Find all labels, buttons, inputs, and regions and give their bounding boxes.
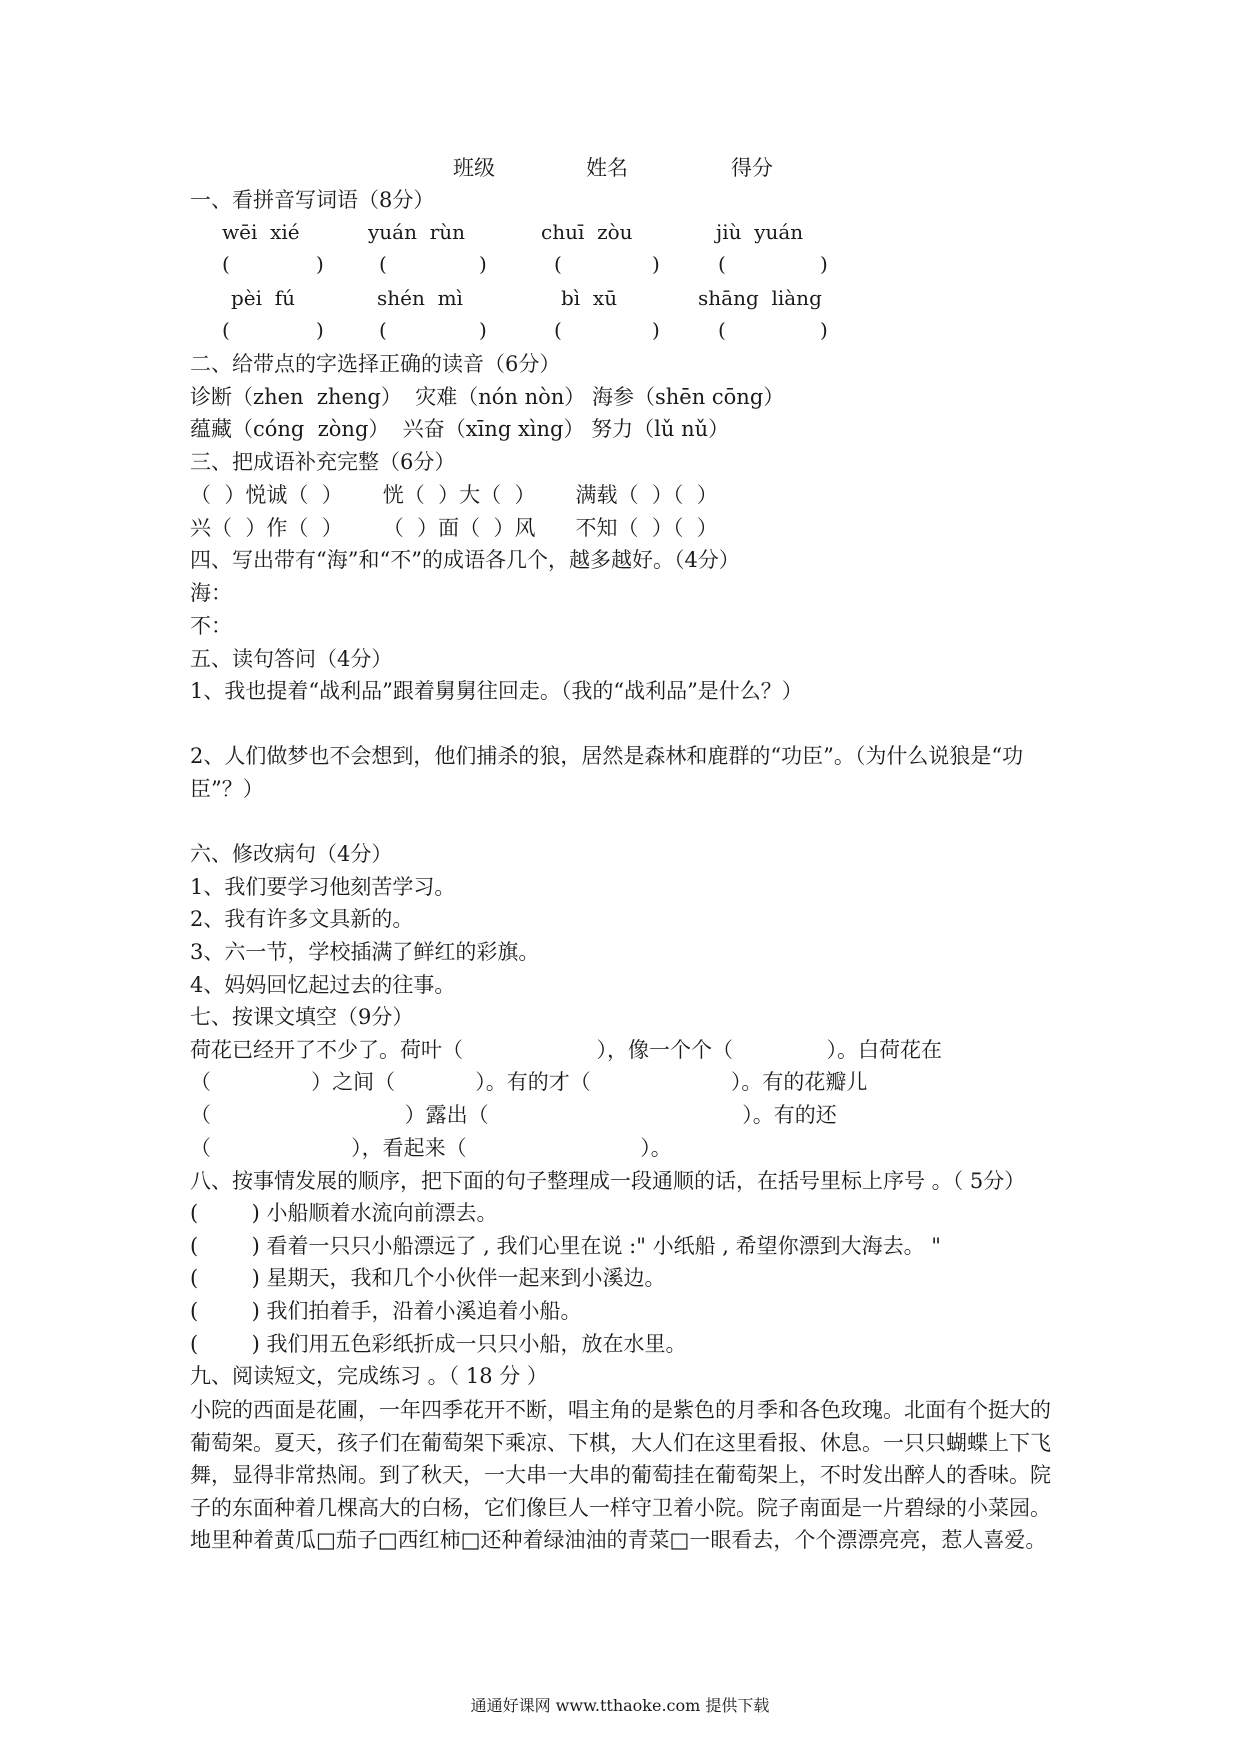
- pinyin-word: pèi fú: [231, 286, 296, 310]
- order-item: ( ) 看着一只只小船漂远了 , 我们心里在说 :" 小纸船 , 希望你漂到大海去。 ": [190, 1234, 941, 1258]
- fill-blank-line: （ ），看起来（ ）。: [190, 1136, 672, 1160]
- fill-blank-line: 荷花已经开了不少了。荷叶（ ），像一个个（ ）。白荷花在: [190, 1038, 942, 1062]
- section-9-title: 九、阅读短文，完成练习 。（ 18 分 ）: [190, 1364, 548, 1388]
- pinyin-word: shén mì: [377, 286, 463, 310]
- pinyin-word: chuī zòu: [541, 220, 633, 244]
- open-bracket: (: [222, 318, 230, 342]
- order-item: ( ) 我们拍着手，沿着小溪追着小船。: [190, 1299, 582, 1323]
- section-8-title: 八、按事情发展的顺序，把下面的句子整理成一段通顺的话，在括号里标上序号 。（ 5分）: [190, 1169, 1026, 1193]
- order-item: ( ) 星期天，我和几个小伙伴一起来到小溪边。: [190, 1266, 666, 1290]
- section-2-title: 二、给带点的字选择正确的读音（6分）: [190, 352, 561, 376]
- close-bracket: ): [316, 318, 324, 342]
- pinyin-word: bì xū: [561, 286, 618, 310]
- sentence-item: 1、我们要学习他刻苦学习。: [190, 875, 456, 899]
- open-bracket: (: [554, 318, 562, 342]
- open-bracket: (: [222, 252, 230, 276]
- pinyin-word: jiù yuán: [716, 220, 804, 244]
- fill-blank-line: （ ）露出（ ）。有的还: [190, 1103, 837, 1127]
- class-label: 班级: [453, 156, 495, 180]
- close-bracket: ): [316, 252, 324, 276]
- pinyin-word: yuán rùn: [368, 220, 466, 244]
- section-7-title: 七、按课文填空（9分）: [190, 1005, 414, 1029]
- footer-credit: 通通好课网 www.tthaoke.com 提供下载: [470, 1696, 770, 1715]
- order-item: ( ) 小船顺着水流向前漂去。: [190, 1201, 498, 1225]
- close-bracket: ): [479, 318, 487, 342]
- open-bracket: (: [379, 252, 387, 276]
- question-5-1: 1、我也提着“战利品”跟着舅舅往回走。（我的“战利品”是什么？）: [190, 679, 803, 703]
- close-bracket: ): [652, 252, 660, 276]
- order-item: ( ) 我们用五色彩纸折成一只只小船，放在水里。: [190, 1332, 687, 1356]
- section-2-line-1: 诊断（zhen zheng） 灾难（nón nòn） 海参（shēn cōng）: [190, 385, 785, 409]
- score-label: 得分: [731, 156, 773, 180]
- close-bracket: ): [479, 252, 487, 276]
- open-bracket: (: [718, 318, 726, 342]
- answer-line-bu: 不：: [190, 614, 232, 638]
- pinyin-word: shāng liàng: [698, 286, 822, 310]
- section-5-title: 五、读句答问（4分）: [190, 647, 393, 671]
- section-4-title: 四、写出带有“海”和“不”的成语各几个，越多越好。（4分）: [190, 548, 740, 572]
- answer-line-hai: 海：: [190, 581, 232, 605]
- pinyin-word: wēi xié: [222, 220, 300, 244]
- section-1-title: 一、看拼音写词语（8分）: [190, 188, 435, 212]
- reading-passage: 小院的西面是花圃，一年四季花开不断，唱主角的是紫色的月季和各色玫瑰。北面有个挺大的葡萄架。夏天，孩子们在葡萄架下乘凉、下棋，大人们在这里看报、休息。一只只蝴蝶上下飞舞，显得非常热闹。到了秋天，一大串一大串的葡萄挂在葡萄架上，不时发出醉人的香味。院子的东面种着几棵高大的白杨，它们像巨人一样守卫着小院。院子南面是一片碧绿的小菜园。地里种着黄瓜□茄子□西红柿□还种着绿油油的青菜□一眼看去，个个漂漂亮亮，惹人喜爱。: [190, 1398, 1051, 1552]
- section-3-line-1: （ ）悦诚（ ） 恍（ ）大（ ） 满载（ ）（ ）: [190, 483, 718, 507]
- section-6-title: 六、修改病句（4分）: [190, 842, 393, 866]
- question-5-2-line-1: 2、人们做梦也不会想到，他们捕杀的狼，居然是森林和鹿群的“功臣”。（为什么说狼是“功: [190, 744, 1024, 768]
- close-bracket: ): [820, 318, 828, 342]
- section-2-line-2: 蕴藏（cóng zòng） 兴奋（xīng xìng） 努力（lǔ nǔ）: [190, 417, 730, 441]
- name-label: 姓名: [586, 156, 628, 180]
- open-bracket: (: [554, 252, 562, 276]
- sentence-item: 2、我有许多文具新的。: [190, 907, 414, 931]
- section-3-line-2: 兴（ ）作（ ） （ ）面（ ）风 不知（ ）（ ）: [190, 516, 718, 540]
- close-bracket: ): [652, 318, 660, 342]
- close-bracket: ): [820, 252, 828, 276]
- section-3-title: 三、把成语补充完整（6分）: [190, 450, 456, 474]
- sentence-item: 3、六一节，学校插满了鲜红的彩旗。: [190, 940, 540, 964]
- open-bracket: (: [718, 252, 726, 276]
- question-5-2-line-2: 臣”？）: [190, 777, 264, 801]
- open-bracket: (: [379, 318, 387, 342]
- fill-blank-line: （ ）之间（ ）。有的才（ ）。有的花瓣儿: [190, 1070, 868, 1094]
- sentence-item: 4、妈妈回忆起过去的往事。: [190, 973, 456, 997]
